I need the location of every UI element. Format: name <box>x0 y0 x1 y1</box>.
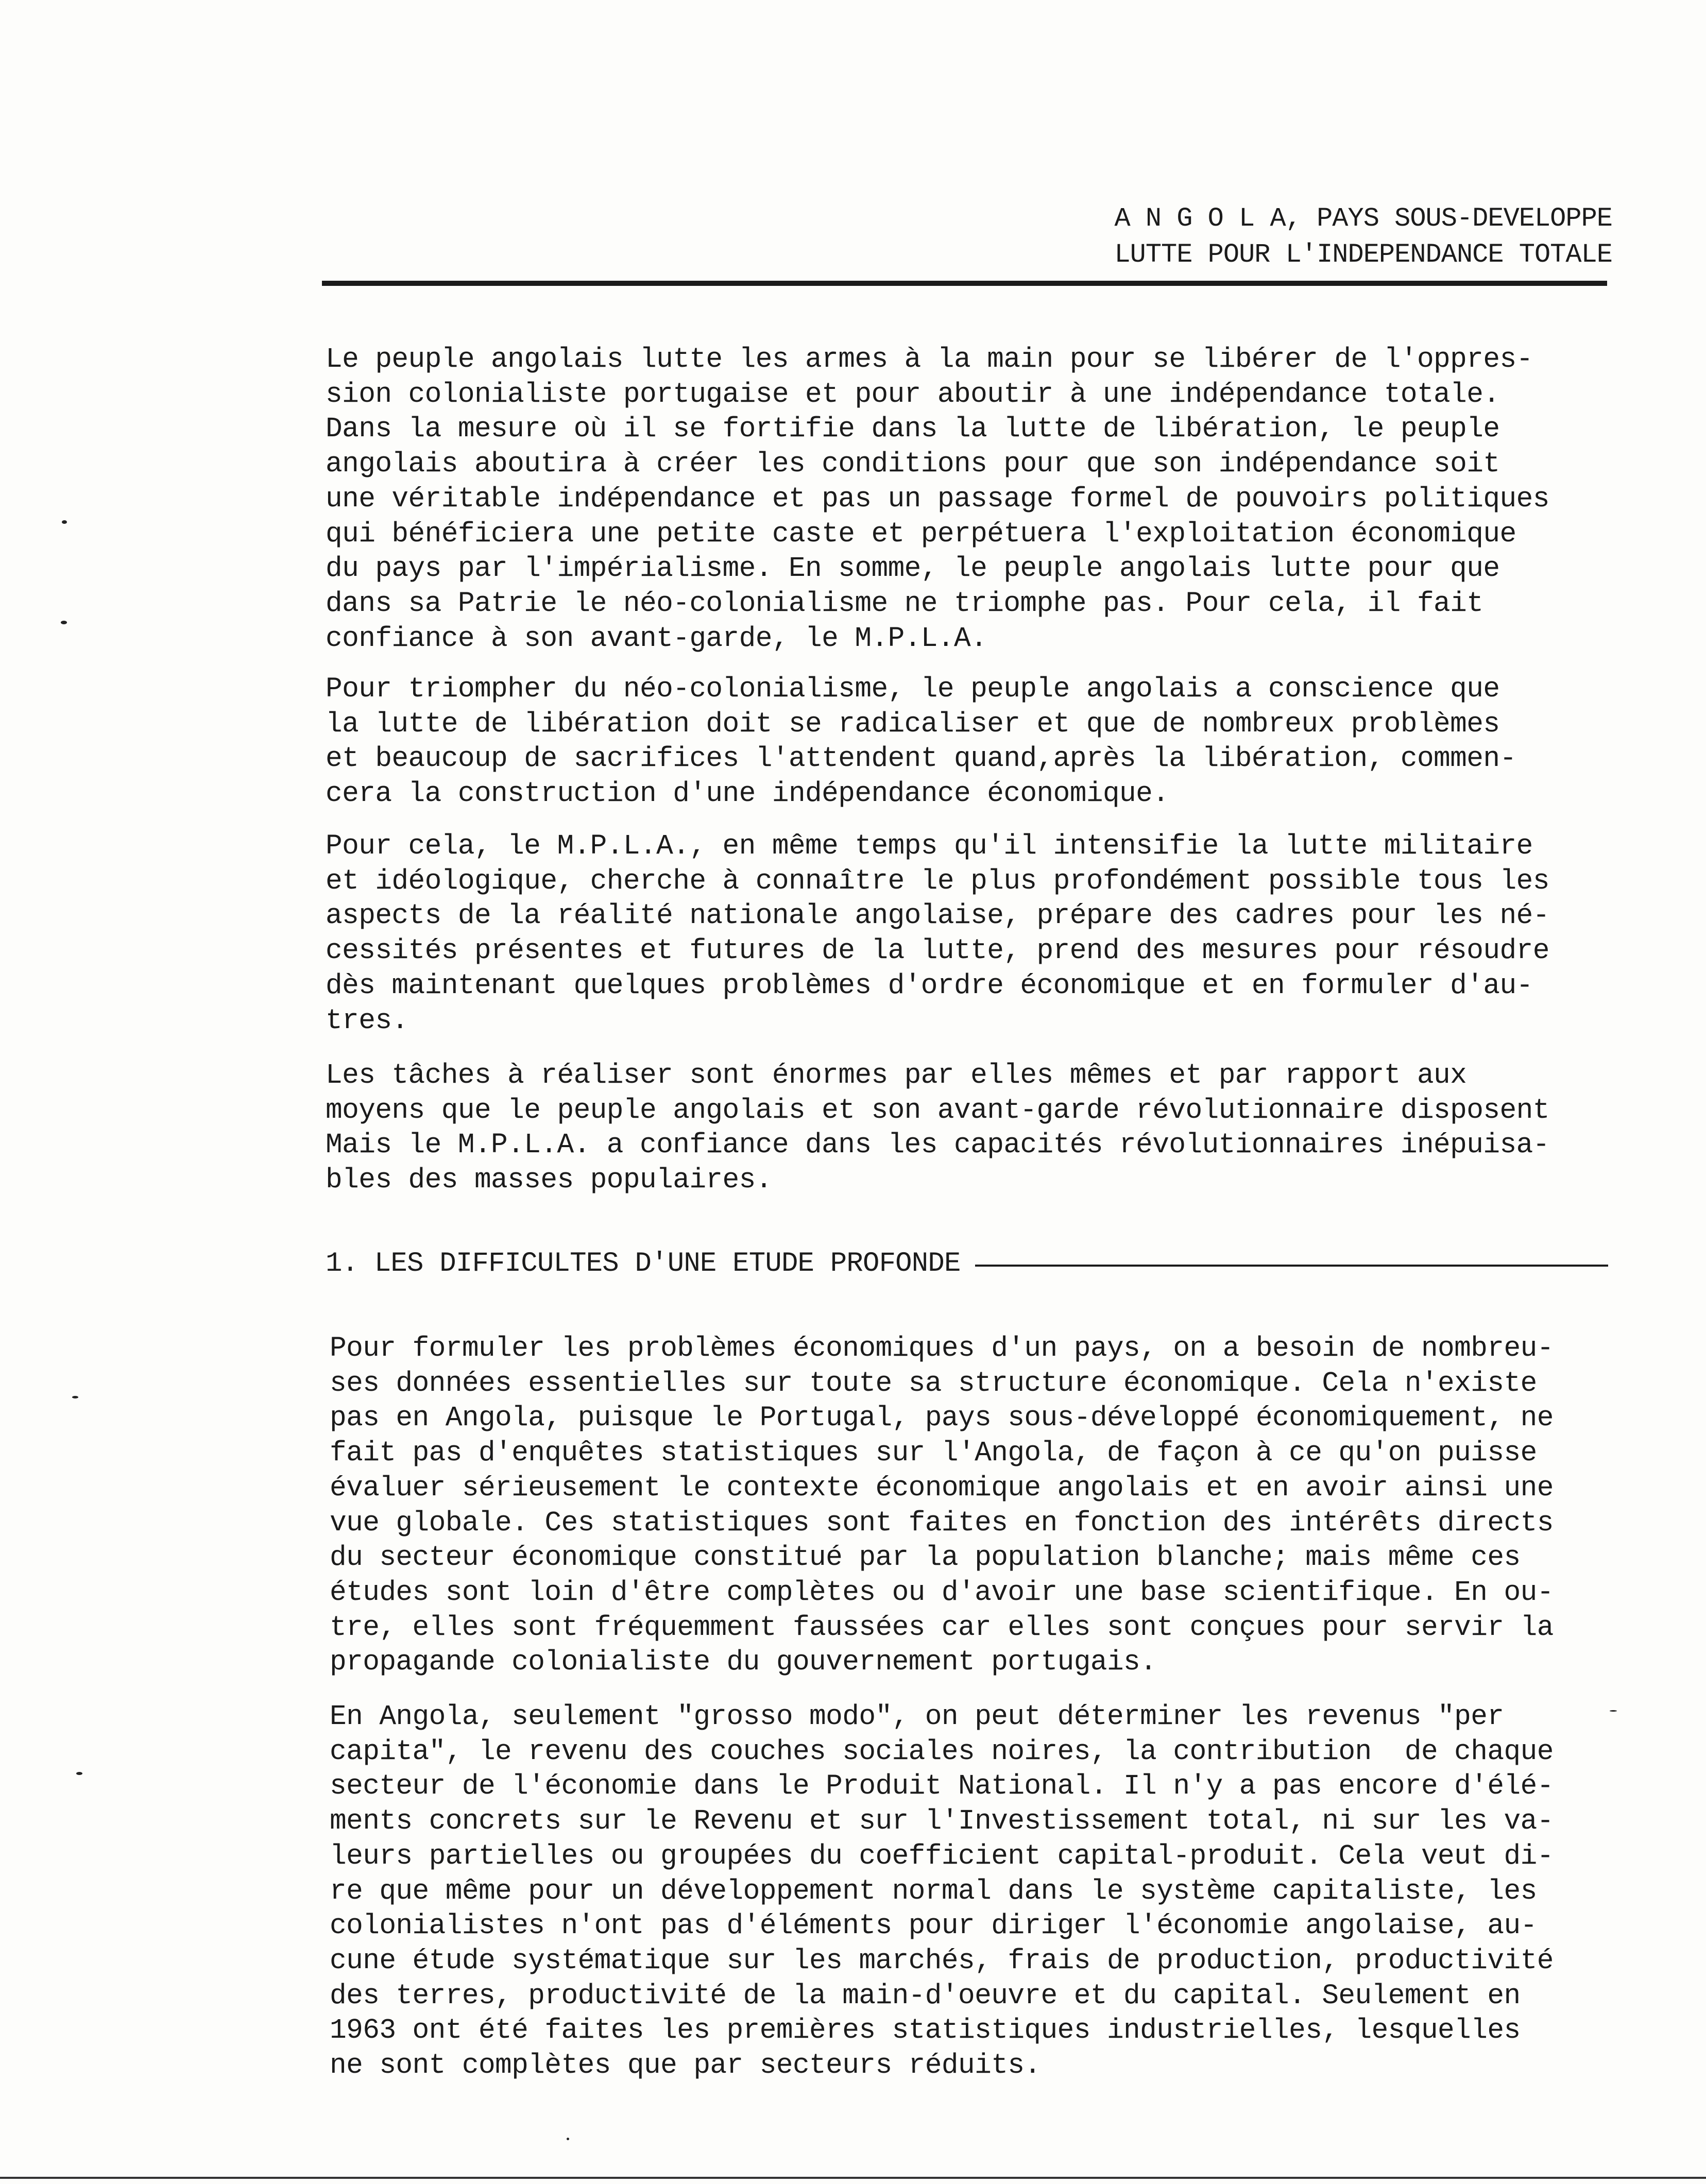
paragraph-neo-colonialism: Pour triompher du néo-colonialisme, le peuple angolais a conscience que la lutte de libération doit se radicaliser et que de nombreux problèmes et beaucoup de sacrifices l'attendent quand,après la libération, commen- cera la construction d'une indépendance économique. <box>326 674 1516 810</box>
paragraph-revenue: En Angola, seulement "grosso modo", on peut déterminer les revenus "per capita", le revenu des couches sociales noires, la contribution de chaque secteur de l'économie dans le Produit National. Il n'y a pas encore d'élé- ments concrets sur le Revenu et sur l'Investissement total, ni sur les va- leurs partielles ou groupées du coefficient capital-produit. Cela veut di- re que même pour un développement normal dans le système capitaliste, les colonialistes n'ont pas d'éléments pour diriger l'économie angolaise, au- cune étude systématique sur les marchés, frais de production, productivité des terres, productivité de la main-d'oeuvre et du capital. Seulement en 1963 ont été faites les premières statistiques industrielles, lesquelles ne sont complètes que par secteurs réduits. <box>330 1701 1554 2082</box>
header-rule <box>322 281 1607 286</box>
paragraph-intro: Le peuple angolais lutte les armes à la main pour se libérer de l'oppres- sion colonialiste portugaise et pour aboutir à une indépendance totale. Dans la mesure où il se fortifie dans la lutte de libération, le peuple angolais aboutira à créer les conditions pour que son indépendance soit une véritable indépendance et pas un passage formel de pouvoirs politiques qui bénéficiera une petite caste et perpétuera l'exploitation économique du pays par l'impérialisme. En somme, le peuple angolais lutte pour que dans sa Patrie le néo-colonialisme ne triomphe pas. Pour cela, il fait confiance à son avant-garde, le M.P.L.A. <box>326 344 1549 655</box>
header-title: A N G O L A, PAYS SOUS-DEVELOPPE <box>1114 203 1612 234</box>
header-subtitle: LUTTE POUR L'INDEPENDANCE TOTALE <box>1114 240 1612 270</box>
margin-speck <box>76 1772 82 1775</box>
scan-bottom-edge <box>0 2177 1706 2179</box>
margin-speck <box>72 1396 78 1398</box>
section-heading-rule <box>975 1265 1608 1267</box>
margin-speck <box>61 621 67 624</box>
margin-speck <box>62 520 67 524</box>
margin-speck <box>567 2138 569 2140</box>
document-header <box>1056 201 1612 273</box>
paragraph-statistics: Pour formuler les problèmes économiques d'un pays, on a besoin de nombreu- ses données essentielles sur toute sa structure économique. Cela n'existe pas en Angola, puisque le Portugal, pays sous-développé économiquement, ne fait pas d'enquêtes statistiques sur l'Angola, de façon à ce qu'on puisse évaluer sérieusement le contexte économique angolais et en avoir ainsi une vue globale. Ces statistiques sont faites en fonction des intérêts directs du secteur économique constitué par la population blanche; mais même ces études sont loin d'être complètes ou d'avoir une base scientifique. En ou- tre, elles sont fréquemment faussées car elles sont conçues pour servir la propagande colonialiste du gouvernement portugais. <box>330 1333 1554 1679</box>
paragraph-confidence: Les tâches à réaliser sont énormes par elles mêmes et par rapport aux moyens que le peuple angolais et son avant-garde révolutionnaire disposent Mais le M.P.L.A. a confiance dans les capacités révolutionnaires inépuisa- bles des masses populaires. <box>326 1060 1549 1197</box>
paragraph-mpla-tasks: Pour cela, le M.P.L.A., en même temps qu'il intensifie la lutte militaire et idéologique, cherche à connaître le plus profondément possible tous les aspects de la réalité nationale angolaise, prépare des cadres pour les né- cessités présentes et futures de la lutte, prend des mesures pour résoudre dès maintenant quelques problèmes d'ordre économique et en formuler d'au- tres. <box>326 831 1549 1037</box>
section-heading-text: 1. LES DIFFICULTES D'UNE ETUDE PROFONDE <box>326 1248 961 1279</box>
section-heading <box>326 1247 1608 1282</box>
margin-speck <box>1610 1710 1617 1712</box>
